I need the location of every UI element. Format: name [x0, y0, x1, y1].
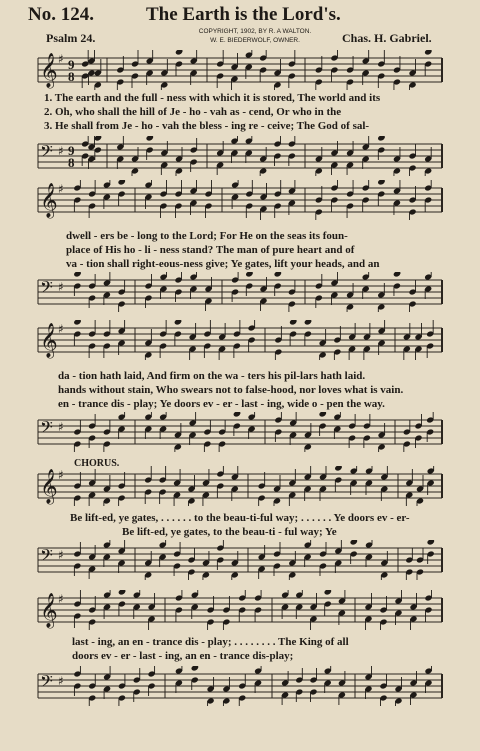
- sharp-icon: ♯: [58, 674, 64, 688]
- bass-staff-system-3: [0, 412, 480, 452]
- lyric-line: va - tion shall right-eous-ness give; Ye gates, lift your heads, and an: [66, 258, 380, 270]
- lyric-line: da - tion hath laid, And firm on the wa - ters his pil-lars hath laid.: [58, 370, 366, 382]
- bass-clef-icon: 𝄢: [40, 417, 53, 441]
- copyright-line-1: COPYRIGHT, 1902, BY R. A WALTON.: [198, 28, 312, 35]
- lyric-line: en - trance dis - play; Ye doors ev - er - last - ing, wide o - pen the way.: [58, 398, 385, 410]
- lyric-line: 2. Oh, who shall the hill of Je - ho - vah as - cend, Or who in the: [44, 106, 342, 118]
- bass-staff-system-1: [0, 136, 480, 176]
- time-signature-bottom: 8: [68, 69, 75, 84]
- time-signature-top: 9: [68, 143, 75, 158]
- sharp-icon: ♯: [58, 144, 64, 158]
- treble-clef-icon: 𝄞: [40, 323, 58, 358]
- treble-staff-system-5: [0, 590, 480, 630]
- treble-staff-system-4: [0, 466, 480, 506]
- hymn-title: The Earth is the Lord's.: [146, 4, 341, 25]
- hymn-header: [0, 0, 480, 48]
- bass-clef-icon: 𝄢: [40, 671, 53, 695]
- treble-clef-icon: 𝄞: [40, 183, 58, 218]
- bass-clef-icon: 𝄢: [40, 545, 53, 569]
- sharp-icon: ♯: [58, 182, 64, 196]
- scripture-reference: Psalm 24.: [46, 31, 96, 45]
- sharp-icon: ♯: [58, 548, 64, 562]
- sharp-icon: ♯: [58, 468, 64, 482]
- lyric-line: hands without stain, Who swears not to false-hood, nor loves what is vain.: [58, 384, 404, 396]
- sharp-icon: ♯: [58, 592, 64, 606]
- lyric-line: place of His ho - li - ness stand? The man of pure heart and of: [66, 244, 355, 256]
- sharp-icon: ♯: [58, 52, 64, 66]
- bass-staff-system-2: [0, 272, 480, 312]
- bass-staff-system-5: [0, 666, 480, 706]
- lyric-line: Be lift-ed, ye gates, to the beau-ti - ful way; Ye: [122, 526, 337, 538]
- lyric-line: 1. The earth and the full - ness with which it is stored, The world and its: [44, 92, 381, 104]
- treble-clef-icon: 𝄞: [40, 469, 58, 504]
- treble-staff-system-2: [0, 180, 480, 220]
- bass-staff-system-4: [0, 540, 480, 580]
- time-signature-bottom: 8: [68, 155, 75, 170]
- treble-clef-icon: 𝄞: [40, 593, 58, 628]
- lyric-line: doors ev - er - last - ing, an en - trance dis-play;: [72, 650, 294, 662]
- lyric-line: last - ing, an en - trance dis - play; . . . . . . . . The King of all: [72, 636, 349, 648]
- time-signature-top: 9: [68, 57, 75, 72]
- bass-clef-icon: 𝄢: [40, 277, 53, 301]
- treble-staff-system-3: [0, 320, 480, 360]
- lyric-line: Be lift-ed, ye gates, . . . . . . to the beau-ti-ful way; . . . . . . Ye doors ev - er-: [70, 512, 410, 524]
- hymn-number: No. 124.: [28, 4, 94, 25]
- sharp-icon: ♯: [58, 322, 64, 336]
- lyric-line: dwell - ers be - long to the Lord; For He on the seas its foun-: [66, 230, 348, 242]
- treble-staff-system-1: [0, 50, 480, 90]
- sharp-icon: ♯: [58, 280, 64, 294]
- bass-clef-icon: 𝄢: [40, 141, 53, 165]
- lyric-line: 3. He shall from Je - ho - vah the bless - ing re - ceive; The God of sal-: [44, 120, 370, 132]
- composer-credit: Chas. H. Gabriel.: [342, 31, 432, 45]
- sharp-icon: ♯: [58, 420, 64, 434]
- chorus-label: CHORUS.: [74, 458, 120, 469]
- treble-clef-icon: 𝄞: [40, 53, 58, 88]
- copyright-notice: [180, 27, 330, 45]
- copyright-line-2: W. E. BIEDERWOLF, OWNER.: [210, 37, 300, 44]
